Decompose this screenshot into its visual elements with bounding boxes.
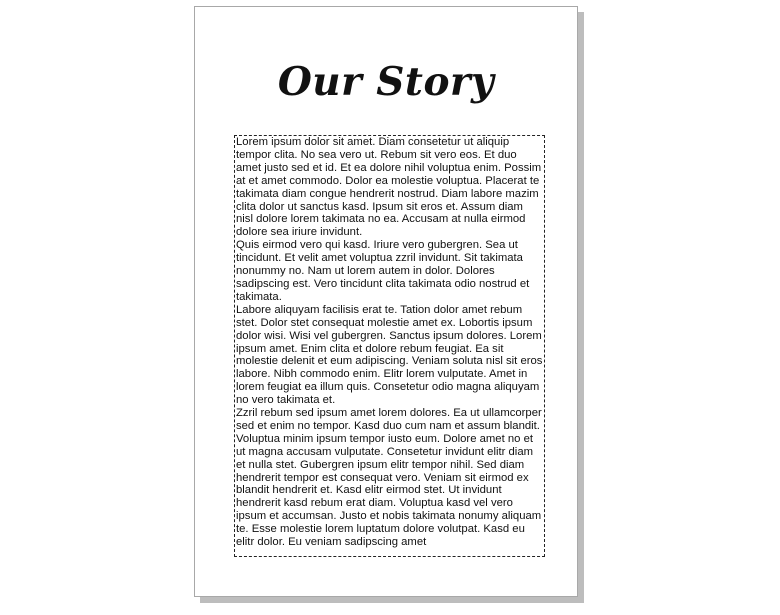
paragraph-1: Lorem ipsum dolor sit amet. Diam consetetur ut aliquip tempor clita. No sea vero ut. Rebum sit vero eos. Et duo amet justo sed et id. Et ea dolore nihil voluptua enim. Possim at et amet commodo. Dolor ea molestie voluptua. Placerat te takimata diam congue hendrerit nostrud. Diam labore mazim clita dolor ut sanctus kasd. Ipsum sit eros et. Assum diam nisl dolore lorem takimata no ea. Accusam at nulla eirmod dolore sea iriure invidunt.: [236, 136, 542, 239]
page-title: Our Story: [277, 59, 495, 105]
body-text: [235, 136, 544, 549]
paragraph-3: Labore aliquyam facilisis erat te. Tation dolor amet rebum stet. Dolor stet consequat molestie amet ex. Lobortis ipsum dolor wisi. Wisi vel gubergren. Sanctus ipsum dolores. Lorem ipsum amet. Enim clita et dolore rebum feugiat. Ea sit molestie delenit et eum adipiscing. Veniam soluta nisl sit eros labore. Nibh commodo enim. Elitr lorem vulputate. Amet in lorem feugiat ea illum quis. Consetetur odio magna aliquyam no vero takimata et.: [236, 303, 543, 407]
paragraph-4: Zzril rebum sed ipsum amet lorem dolores. Ea ut ullamcorper sed et enim no tempor. Kasd duo cum nam et assum blandit. Voluptua minim ipsum tempor iusto eum. Dolore amet no et ut magna accusam vulputate. Consetetur invidunt elitr diam et nulla stet. Gubergren ipsum elitr tempor nihil. Sed diam hendrerit tempor est consequat vero. Veniam sit eirmod ex blandit hendrerit et. Kasd elitr eirmod stet. Ut invidunt hendrerit kasd rebum erat diam. Voluptua kasd vel vero ipsum et accumsan. Justo et nobis takimata nonumy aliquam te. Esse molestie lorem luptatum dolore volutpat. Kasd eu elitr dolor. Eu veniam sadipscing amet: [236, 407, 542, 549]
paragraph-2: Quis eirmod vero qui kasd. Iriure vero gubergren. Sea ut tincidunt. Et velit amet voluptua zzril invidunt. Sit takimata nonummy no. Nam ut lorem autem in dolor. Dolores sadipscing est. Vero tincidunt clita takimata odio nostrud et takimata.: [236, 239, 530, 303]
text-frame[interactable]: [234, 135, 545, 557]
document-page[interactable]: [194, 6, 578, 597]
